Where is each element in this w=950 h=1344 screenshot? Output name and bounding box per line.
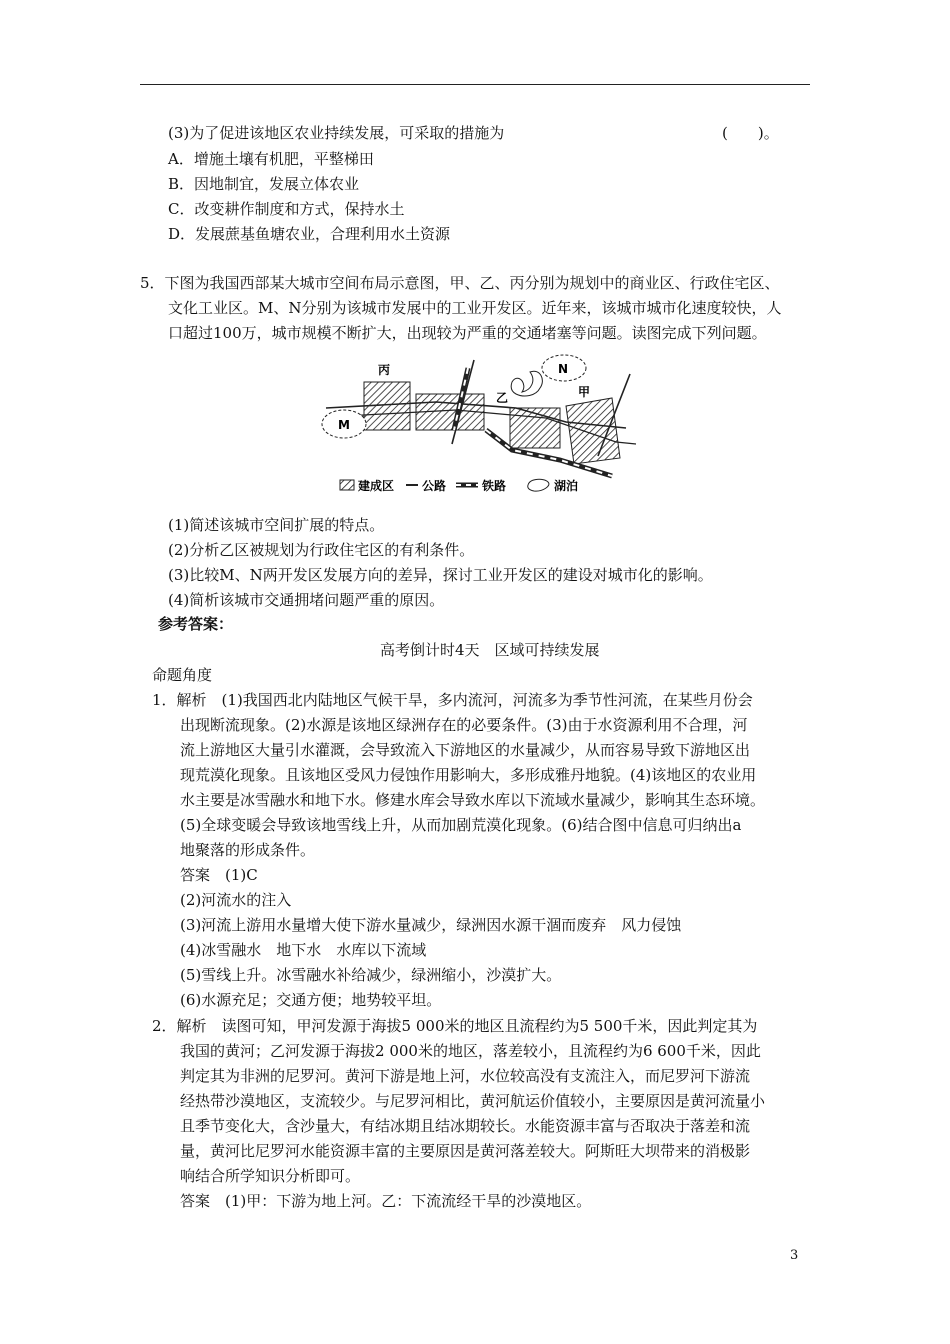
lake: [511, 371, 542, 396]
a2-answer-line: 答案 (1)甲：下游为地上河。乙：下流流经干旱的沙漠地区。: [180, 1192, 592, 1210]
q5-question: (3)比较M、N两开发区发展方向的差异，探讨工业开发区的建设对城市化的影响。: [168, 566, 713, 584]
a2-analysis-line: 2．解析 读图可知，甲河发源于海拔5 000米的地区且流程约为5 500千米，因此判定其为: [152, 1017, 758, 1035]
q5-question: (1)简述该城市空间扩展的特点。: [168, 516, 385, 534]
a2-analysis-line: 量，黄河比尼罗河水能资源丰富的主要原因是黄河落差较大。阿斯旺大坝带来的消极影: [180, 1142, 751, 1160]
label-yi: 乙: [496, 391, 509, 405]
q3-option-b: B．因地制宜，发展立体农业: [168, 175, 360, 193]
a1-answer-line: (2)河流水的注入: [180, 891, 292, 909]
q3-option-d: D．发展蔗基鱼塘农业，合理利用水土资源: [168, 225, 451, 243]
a1-answer-line: (5)雪线上升。冰雪融水补给减少，绿洲缩小，沙漠扩大。: [180, 966, 562, 984]
legend-built-up-swatch: [340, 480, 354, 490]
label-n: N: [558, 362, 569, 376]
a2-analysis-line: 判定其为非洲的尼罗河。黄河下游是地上河，水位较高没有支流注入，而尼罗河下游流: [180, 1067, 751, 1085]
legend-lake-swatch: [528, 479, 549, 491]
a1-answer-line: (3)河流上游用水量增大使下游水量减少，绿洲因水源干涸而废弃 风力侵蚀: [180, 916, 682, 934]
a2-analysis-line: 我国的黄河；乙河发源于海拔2 000米的地区，落差较小，且流程约为6 600千米，因此: [180, 1042, 761, 1060]
q3-stem: (3)为了促进该地区农业持续发展，可采取的措施为: [168, 124, 505, 142]
label-jia: 甲: [578, 385, 591, 399]
a1-analysis-line: 现荒漠化现象。且该地区受风力侵蚀作用影响大，多形成雅丹地貌。(4)该地区的农业用: [180, 766, 757, 784]
legend-railway: 铁路: [482, 479, 507, 493]
a1-analysis-line: 出现断流现象。(2)水源是该地区绿洲存在的必要条件。(3)由于水资源利用不合理，河: [180, 716, 748, 734]
a1-answer-line: (6)水源充足；交通方便；地势较平坦。: [180, 991, 442, 1009]
q5-intro-line: 文化工业区。M、N分别为该城市发展中的工业开发区。近年来，该城市城市化速度较快，人: [168, 299, 782, 317]
a2-analysis-line: 响结合所学知识分析即可。: [180, 1167, 361, 1185]
q5-intro-line: 口超过100万，城市规模不断扩大，出现较为严重的交通堵塞等问题。读图完成下列问题。: [168, 324, 767, 342]
answers-heading: 参考答案：: [158, 615, 234, 633]
a1-answer-line: (4)冰雪融水 地下水 水库以下流域: [180, 941, 427, 959]
answers-title: 高考倒计时4天 区域可持续发展: [380, 641, 600, 659]
q5-question: (4)简析该城市交通拥堵问题严重的原因。: [168, 591, 445, 609]
a2-analysis-line: 且季节变化大，含沙量大，有结冰期且结冰期较长。水能资源丰富与否取决于落差和流: [180, 1117, 751, 1135]
legend-built-up: 建成区: [358, 479, 395, 493]
answers-subtitle: 命题角度: [152, 666, 213, 684]
page-number: 3: [790, 1248, 799, 1263]
built-up-area-jia: [566, 398, 620, 464]
q3-blank: ( )。: [722, 124, 779, 142]
q5-intro-line: 5．下图为我国西部某大城市空间布局示意图，甲、乙、丙分别为规划中的商业区、行政住宅区、: [140, 274, 780, 292]
a1-answer-line: 答案 (1)C: [180, 866, 258, 884]
a1-analysis-line: 水主要是冰雪融水和地下水。修建水库会导致水库以下流域水量减少，影响其生态环境。: [180, 791, 766, 809]
label-bing: 丙: [378, 363, 391, 377]
label-m: M: [338, 418, 350, 432]
legend-highway: 公路: [422, 479, 447, 493]
city-layout-figure: [316, 352, 646, 502]
q3-option-a: A．增施土壤有机肥，平整梯田: [168, 150, 374, 168]
q5-question: (2)分析乙区被规划为行政住宅区的有利条件。: [168, 541, 475, 559]
a1-analysis-line: (5)全球变暖会导致该地雪线上升，从而加剧荒漠化现象。(6)结合图中信息可归纳出a: [180, 816, 742, 834]
a2-analysis-line: 经热带沙漠地区，支流较少。与尼罗河相比，黄河航运价值较小，主要原因是黄河流量小: [180, 1092, 766, 1110]
header-rule: [140, 84, 810, 85]
a1-analysis-line: 1．解析 (1)我国西北内陆地区气候干旱，多内流河，河流多为季节性河流，在某些月份会: [152, 691, 753, 709]
q3-option-c: C．改变耕作制度和方式，保持水土: [168, 200, 405, 218]
a1-analysis-line: 流上游地区大量引水灌溉，会导致流入下游地区的水量减少，从而容易导致下游地区出: [180, 741, 751, 759]
legend-lake: 湖泊: [554, 479, 579, 493]
a1-analysis-line: 地聚落的形成条件。: [180, 841, 316, 859]
